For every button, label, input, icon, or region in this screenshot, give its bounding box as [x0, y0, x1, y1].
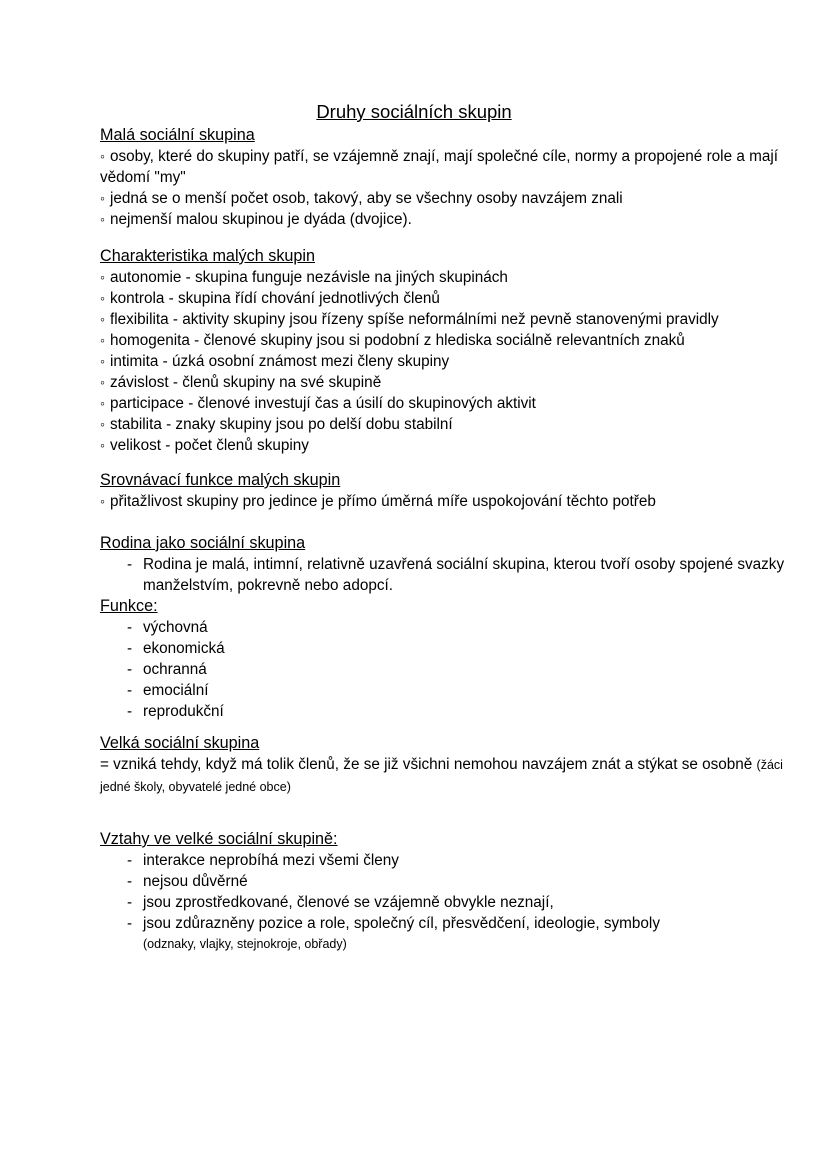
- dash-marker: -: [127, 894, 133, 911]
- bullet-item-text: flexibilita - aktivity skupiny jsou řízeny spíše neformálními než pevně stanovenými pravidly: [109, 311, 719, 328]
- bullet-item: [100, 146, 790, 188]
- dash-marker: -: [127, 915, 133, 932]
- circle-bullet-marker: ◦: [100, 148, 105, 164]
- section-heading-funkce: Funkce:: [100, 597, 158, 615]
- bullet-item: [100, 491, 790, 512]
- circle-bullet-marker: ◦: [100, 395, 105, 411]
- dash-item: [100, 913, 790, 955]
- bullet-item: [100, 188, 790, 209]
- dash-item-text: výchovná: [143, 619, 208, 636]
- dash-item: [100, 638, 790, 659]
- dash-item-text: jsou zdůrazněny pozice a role, společný cíl, přesvědčení, ideologie, symboly: [143, 915, 660, 932]
- bullet-item-text: velikost - počet členů skupiny: [109, 437, 309, 454]
- bullet-item-text: kontrola - skupina řídí chování jednotlivých členů: [109, 290, 440, 307]
- circle-bullet-marker: ◦: [100, 190, 105, 206]
- dash-item: [100, 554, 790, 596]
- circle-bullet-marker: ◦: [100, 437, 105, 453]
- page-title: [0, 0, 828, 125]
- inline-note-small-text: (odznaky, vlajky, stejnokroje, obřady): [143, 937, 347, 951]
- bullet-item-text: stabilita - znaky skupiny jsou po delší dobu stabilní: [109, 416, 453, 433]
- dash-item: [100, 871, 790, 892]
- bullet-item: [100, 288, 790, 309]
- bullet-item-text: participace - členové investují čas a úsilí do skupinových aktivit: [109, 395, 536, 412]
- circle-bullet-marker: ◦: [100, 493, 105, 509]
- dash-marker: -: [127, 873, 133, 890]
- section-spacer: [100, 230, 790, 246]
- section-spacer: [100, 722, 790, 733]
- dash-item: [100, 617, 790, 638]
- dash-item: [100, 680, 790, 701]
- section-spacer: [100, 456, 790, 470]
- bullet-item-text: autonomie - skupina funguje nezávisle na jiných skupinách: [109, 269, 508, 286]
- dash-marker: -: [127, 682, 133, 699]
- bullet-item: [100, 351, 790, 372]
- inline-note-small-text: (žáci jedné školy, obyvatelé jedné obce): [100, 758, 783, 794]
- dash-marker: -: [127, 661, 133, 678]
- section-heading-charakteristika-malych-skupin: Charakteristika malých skupin: [100, 247, 316, 265]
- section-spacer: [100, 798, 790, 829]
- dash-item: [100, 892, 790, 913]
- section-spacer: [100, 512, 790, 533]
- bullet-item-text: nejmenší malou skupinou je dyáda (dvojice).: [109, 211, 412, 228]
- dash-marker: -: [127, 703, 133, 720]
- dash-item-text: ochranná: [143, 661, 207, 678]
- dash-marker: -: [127, 852, 133, 869]
- section-heading-vztahy: Vztahy ve velké sociální skupině:: [100, 830, 338, 848]
- section-heading-velka-socialni-skupina: Velká sociální skupina: [100, 734, 260, 752]
- bullet-item: [100, 372, 790, 393]
- circle-bullet-marker: ◦: [100, 374, 105, 390]
- bullet-item: [100, 267, 790, 288]
- document-body: [100, 125, 790, 955]
- bullet-item-text: intimita - úzká osobní známost mezi členy skupiny: [109, 353, 450, 370]
- bullet-item-text: homogenita - členové skupiny jsou si podobní z hlediska sociálně relevantních znaků: [109, 332, 685, 349]
- bullet-item: [100, 309, 790, 330]
- bullet-item-text: závislost - členů skupiny na své skupině: [109, 374, 382, 391]
- circle-bullet-marker: ◦: [100, 311, 105, 327]
- bullet-item: [100, 393, 790, 414]
- dash-marker: -: [127, 619, 133, 636]
- dash-item-text: nejsou důvěrné: [143, 873, 248, 890]
- dash-marker: -: [127, 640, 133, 657]
- bullet-item: [100, 414, 790, 435]
- dash-item-text: interakce neprobíhá mezi všemi členy: [143, 852, 399, 869]
- dash-item-text: ekonomická: [143, 640, 225, 657]
- page-title-text: Druhy sociálních skupin: [316, 101, 512, 122]
- section-heading-mala-socialni-skupina: Malá sociální skupina: [100, 126, 255, 144]
- dash-item-text: Rodina je malá, intimní, relativně uzavřená sociální skupina, kterou tvoří osoby spojené svazky manželstvím, pokrevně nebo adopcí.: [143, 556, 785, 594]
- paragraph-text: = vzniká tehdy, když má tolik členů, že se již všichni nemohou navzájem znát a stýkat se osobně: [100, 756, 757, 773]
- dash-item: [100, 850, 790, 871]
- circle-bullet-marker: ◦: [100, 269, 105, 285]
- bullet-item-text: jedná se o menší počet osob, takový, aby se všechny osoby navzájem znali: [109, 190, 623, 207]
- dash-item: [100, 659, 790, 680]
- dash-item-text: reprodukční: [143, 703, 224, 720]
- circle-bullet-marker: ◦: [100, 290, 105, 306]
- bullet-item: [100, 435, 790, 456]
- bullet-item: [100, 209, 790, 230]
- section-heading-srovnavaci-funkce: Srovnávací funkce malých skupin: [100, 471, 341, 489]
- bullet-item: [100, 330, 790, 351]
- dash-item: [100, 701, 790, 722]
- circle-bullet-marker: ◦: [100, 416, 105, 432]
- section-heading-rodina: Rodina jako sociální skupina: [100, 534, 306, 552]
- circle-bullet-marker: ◦: [100, 353, 105, 369]
- bullet-item-text: přitažlivost skupiny pro jedince je přímo úměrná míře uspokojování těchto potřeb: [109, 493, 656, 510]
- bullet-item-text: osoby, které do skupiny patří, se vzájemně znají, mají společné cíle, normy a propojené role a mají vědomí "my": [100, 148, 778, 186]
- dash-item-text: emociální: [143, 682, 209, 699]
- dash-item-text: jsou zprostředkované, členové se vzájemně obvykle neznají,: [143, 894, 554, 911]
- dash-marker: -: [127, 556, 133, 573]
- paragraph-velka-definice: [100, 754, 790, 798]
- circle-bullet-marker: ◦: [100, 332, 105, 348]
- circle-bullet-marker: ◦: [100, 211, 105, 227]
